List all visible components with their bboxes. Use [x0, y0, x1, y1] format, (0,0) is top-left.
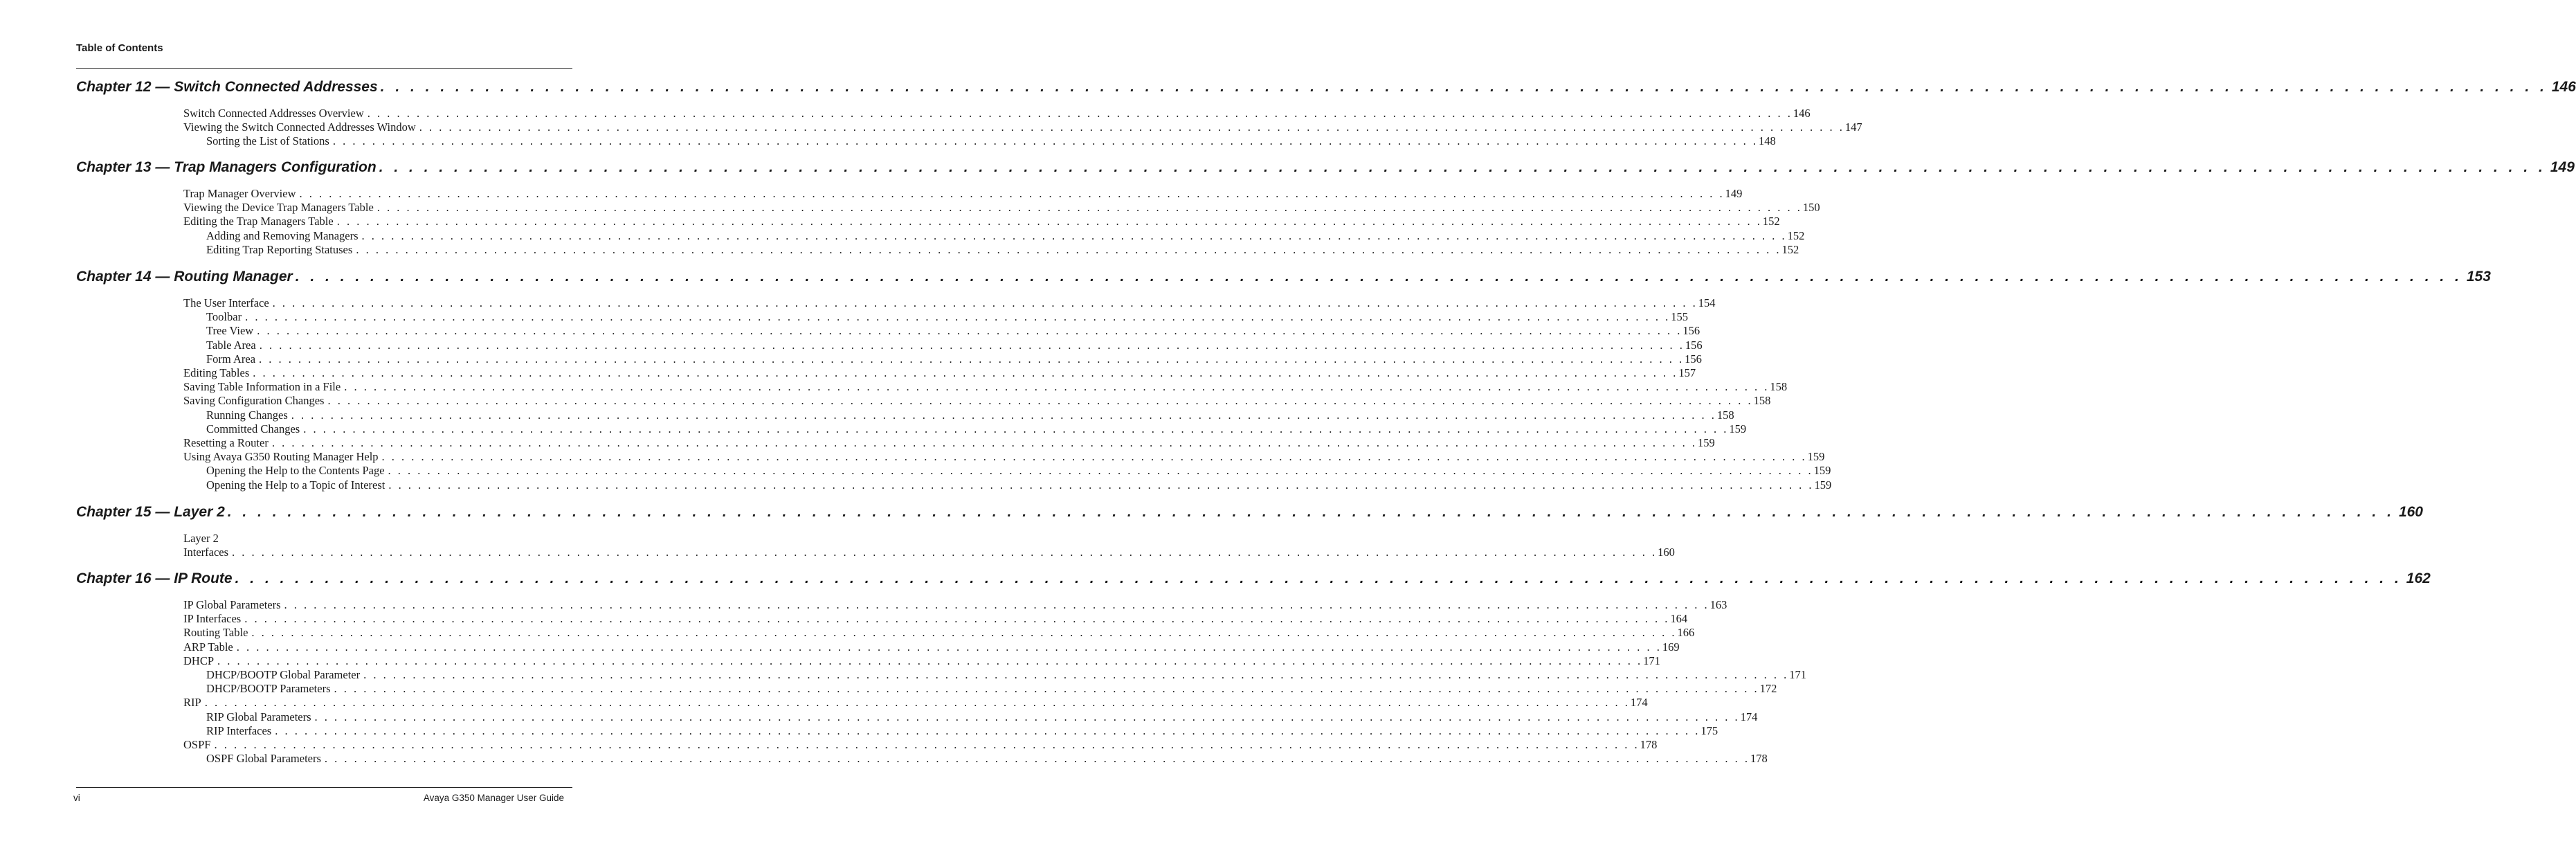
chapter-title: Chapter 12 — Switch Connected Addresses — [76, 79, 378, 95]
toc-entry-title: ARP Table — [183, 640, 233, 654]
toc-entry[interactable] — [183, 696, 1648, 710]
toc-entry-page-number: 158 — [1770, 380, 1788, 394]
footer-rule — [76, 787, 572, 788]
toc-entry-page-number: 171 — [1643, 654, 1660, 667]
toc-entry-title: Tree View — [206, 324, 254, 338]
toc-entry-page-number: 174 — [1740, 710, 1758, 723]
dot-leader: . . . . . . . . . . . . . . . . . . . . . . . . . . . . . . . . . . . . . . . . . . . . . . . . . . . . . . . . . . . . . . . . . . . . . . . . . . . . . . . . . . . . . . . . . . . . . . . . . . . . . . . . . . . . . . . . . . . . . . . . . . . . . . . . . . . . . . . . . . . . . . . . . — [356, 242, 1781, 256]
toc-entry-page-number: 148 — [1758, 134, 1776, 148]
toc-entry[interactable] — [206, 228, 1805, 243]
toc-entry-title: Using Avaya G350 Routing Manager Help — [183, 450, 379, 464]
dot-leader: . . . . . . . . . . . . . . . . . . . . . . . . . . . . . . . . . . . . . . . . . . . . . . . . . . . . . . . . . . . . . . . . . . . . . . . . . . . . . . . . . . . . . . . . . . . . . . . . . . . . . . . . . . . . . . . . . . . . . . . . . . . . . . . . . . . . . . . . . . . . . . . . . — [217, 654, 1643, 667]
toc-entry-page-number: 146 — [1793, 107, 1811, 120]
dot-leader: . . . . . . . . . . . . . . . . . . . . . . . . . . . . . . . . . . . . . . . . . . . . . . . . . . . . . . . . . . . . . . . . . . . . . . . . . . . . . . . . . . . . . . . . . . . . . . . . . . . . . . . . . . . . . . . . . . . . . . . . . . . . . . . . . . . . . . . . . . . . . . . . . — [271, 436, 1697, 449]
toc-entry-page-number: 156 — [1682, 324, 1700, 338]
chapter-heading[interactable] — [76, 79, 2576, 100]
toc-entry-page-number: 172 — [1759, 682, 1777, 696]
toc-entry-title: Viewing the Switch Connected Addresses Window — [183, 120, 416, 134]
chapter-heading[interactable] — [76, 504, 2423, 525]
toc-entry[interactable] — [183, 120, 1862, 134]
toc-entry[interactable] — [183, 532, 550, 546]
toc-entry-title: RIP Global Parameters — [206, 710, 311, 723]
toc-entry-page-number: 171 — [1789, 668, 1806, 681]
dot-leader: . . . . . . . . . . . . . . . . . . . . . . . . . . . . . . . . . . . . . . . . . . . . . . . . . . . . . . . . . . . . . . . . . . . . . . . . . . . . . . . . . . . . . . . . . . . . . . . . . . . . . . . . . . . . . . . . . . . . . . . . . . . . . . . . . . . . . . . . . . . . . . . . . — [236, 640, 1662, 654]
dot-leader: . . . . . . . . . . . . . . . . . . . . . . . . . . . . . . . . . . . . . . . . . . . . . . . . . . . . . . . . . . . . . . . . . . . . . . . . . . . . . . . . . . . . . . . . . . . . . . . . . . . . . . . . . . . . . . . . . . . . . . . . . . . . . . . . . . . . . . . . . . . . . . . . . — [361, 228, 1787, 242]
toc-entry-page-number: 159 — [1813, 464, 1831, 478]
toc-entry-title: DHCP/BOOTP Global Parameter — [206, 668, 361, 681]
dot-leader: . . . . . . . . . . . . . . . . . . . . . . . . . . . . . . . . . . . . . . . . . . . . . . . . . . . . . . . . . . . . . . . . . . . . . . . . . . . . . . . . . . . . . . . . . . . . . . . . . . . . . . . . . . . . . . . . . . . . . . . . . . . . . . . . . . . . . . . . . . . . . . . . . — [235, 570, 2402, 586]
toc-entry-title: Adding and Removing Managers — [206, 228, 359, 242]
toc-entry-page-number: 156 — [1685, 352, 1702, 366]
toc-entry[interactable] — [183, 450, 1825, 464]
toc-entry-title: Table Area — [206, 338, 256, 352]
toc-entry[interactable] — [183, 366, 1696, 380]
toc-entry-title: IP Interfaces — [183, 612, 242, 626]
toc-entry[interactable] — [206, 310, 1688, 324]
dot-leader: . . . . . . . . . . . . . . . . . . . . . . . . . . . . . . . . . . . . . . . . . . . . . . . . . . . . . . . . . . . . . . . . . . . . . . . . . . . . . . . . . . . . . . . . . . . . . . . . . . . . . . . . . . . . . . . . . . . . . . . . . . . . . . . . . . . . . . . . . . . . . . . . . — [367, 107, 1793, 120]
toc-entry-title: Editing the Trap Managers Table — [183, 215, 334, 228]
toc-entry-page-number: 169 — [1662, 640, 1680, 654]
dot-leader: . . . . . . . . . . . . . . . . . . . . . . . . . . . . . . . . . . . . . . . . . . . . . . . . . . . . . . . . . . . . . . . . . . . . . . . . . . . . . . . . . . . . . . . . . . . . . . . . . . . . . . . . . . . . . . . . . . . . . . . . . . . . . . . . . . . . . . . . . . . . . . . . . — [295, 269, 2462, 285]
chapter-page-number: 153 — [2466, 269, 2491, 285]
dot-leader: . . . . . . . . . . . . . . . . . . . . . . . . . . . . . . . . . . . . . . . . . . . . . . . . . . . . . . . . . . . . . . . . . . . . . . . . . . . . . . . . . . . . . . . . . . . . . . . . . . . . . . . . . . . . . . . . . . . . . . . . . . . . . . . . . . . . . . . . . . . . . . . . . — [388, 464, 1813, 478]
dot-leader: . . . . . . . . . . . . . . . . . . . . . . . . . . . . . . . . . . . . . . . . . . . . . . . . . . . . . . . . . . . . . . . . . . . . . . . . . . . . . . . . . . . . . . . . . . . . . . . . . . . . . . . . . . . . . . . . . . . . . . . . . . . . . . . . . . . . . . . . . . . . . . . . . — [245, 310, 1671, 324]
toc-entry-title: IP Global Parameters — [183, 598, 281, 611]
toc-entry-title: OSPF — [183, 738, 211, 751]
toc-entry-page-number: 160 — [1658, 546, 1675, 559]
toc-entry[interactable] — [206, 338, 1703, 352]
toc-entry[interactable] — [206, 478, 1832, 492]
toc-entry-page-number: 166 — [1677, 626, 1695, 640]
toc-entry-page-number: 159 — [1807, 450, 1825, 464]
toc-entry[interactable] — [183, 394, 1771, 408]
dot-leader: . . . . . . . . . . . . . . . . . . . . . . . . . . . . . . . . . . . . . . . . . . . . . . . . . . . . . . . . . . . . . . . . . . . . . . . . . . . . . . . . . . . . . . . . . . . . . . . . . . . . . . . . . . . . . . . . . . . . . . . . . . . . . . . . . . . . . . . . . . . . . . . . . — [204, 696, 1630, 710]
toc-entry-page-number: 159 — [1729, 422, 1747, 435]
chapter-page-number: 146 — [2551, 79, 2576, 95]
running-header: Table of Contents — [76, 42, 163, 54]
toc-entry-title: DHCP — [183, 654, 215, 667]
toc-entry[interactable] — [183, 546, 1675, 559]
toc-entry[interactable] — [206, 408, 1734, 422]
toc-entry-title: Saving Table Information in a File — [183, 380, 341, 394]
dot-leader: . . . . . . . . . . . . . . . . . . . . . . . . . . . . . . . . . . . . . . . . . . . . . . . . . . . . . . . . . . . . . . . . . . . . . . . . . . . . . . . . . . . . . . . . . . . . . . . . . . . . . . . . . . . . . . . . . . . . . . . . . . . . . . . . . . . . . . . . . . . . . . . . . — [272, 296, 1698, 309]
header-rule — [76, 68, 572, 69]
toc-entry[interactable] — [183, 380, 1788, 394]
toc-entry[interactable] — [183, 107, 1811, 120]
toc-entry-title: DHCP/BOOTP Parameters — [206, 682, 331, 696]
toc-entry-title: Running Changes — [206, 408, 288, 422]
toc-entry-page-number: 178 — [1640, 738, 1658, 751]
toc-entry-page-number: 178 — [1750, 752, 1768, 766]
toc-entry-page-number: 147 — [1844, 120, 1862, 134]
dot-leader: . . . . . . . . . . . . . . . . . . . . . . . . . . . . . . . . . . . . . . . . . . . . . . . . . . . . . . . . . . . . . . . . . . . . . . . . . . . . . . . . . . . . . . . . . . . . . . . . . . . . . . . . . . . . . . . . . . . . . . . . . . . . . . . . . . . . . . . . . . . . . . . . . — [251, 626, 1677, 640]
dot-leader: . . . . . . . . . . . . . . . . . . . . . . . . . . . . . . . . . . . . . . . . . . . . . . . . . . . . . . . . . . . . . . . . . . . . . . . . . . . . . . . . . . . . . . . . . . . . . . . . . . . . . . . . . . . . . . . . . . . . . . . . . . . . . . . . . . . . . . . . . . . . . . . . . — [257, 324, 1682, 338]
chapter-heading[interactable] — [76, 269, 2491, 289]
toc-entry[interactable] — [206, 723, 1718, 738]
toc-entry-title: Sorting the List of Stations — [206, 134, 329, 148]
dot-leader: . . . . . . . . . . . . . . . . . . . . . . . . . . . . . . . . . . . . . . . . . . . . . . . . . . . . . . . . . . . . . . . . . . . . . . . . . . . . . . . . . . . . . . . . . . . . . . . . . . . . . . . . . . . . . . . . . . . . . . . . . . . . . . . . . . . . . . . . . . . . . . . . . — [303, 422, 1729, 435]
toc-entry[interactable] — [183, 436, 1715, 450]
dot-leader: . . . . . . . . . . . . . . . . . . . . . . . . . . . . . . . . . . . . . . . . . . . . . . . . . . . . . . . . . . . . . . . . . . . . . . . . . . . . . . . . . . . . . . . . . . . . . . . . . . . . . . . . . . . . . . . . . . . . . . . . . . . . . . . . . . . . . . . . . . . . . . . . . — [227, 504, 2395, 520]
toc-entry-page-number: 159 — [1697, 436, 1715, 449]
chapter-page-number: 160 — [2398, 504, 2423, 520]
footer-document-title: Avaya G350 Manager User Guide — [423, 793, 564, 803]
toc-entry[interactable] — [206, 752, 1768, 766]
dot-leader: . . . . . . . . . . . . . . . . . . . . . . . . . . . . . . . . . . . . . . . . . . . . . . . . . . . . . . . . . . . . . . . . . . . . . . . . . . . . . . . . . . . . . . . . . . . . . . . . . . . . . . . . . . . . . . . . . . . . . . . . . . . . . . . . . . . . . . . . . . . . . . . . . — [388, 478, 1814, 492]
toc-entry-page-number: 163 — [1709, 598, 1727, 611]
toc-entry[interactable] — [183, 654, 1660, 668]
toc-entry-title: Opening the Help to the Contents Page — [206, 464, 385, 478]
toc-entry-page-number: 152 — [1787, 228, 1805, 242]
dot-leader: . . . . . . . . . . . . . . . . . . . . . . . . . . . . . . . . . . . . . . . . . . . . . . . . . . . . . . . . . . . . . . . . . . . . . . . . . . . . . . . . . . . . . . . . . . . . . . . . . . . . . . . . . . . . . . . . . . . . . . . . . . . . . . . . . . . . . . . . . . . . . . . . . — [334, 682, 1759, 696]
toc-entry[interactable] — [206, 242, 1799, 257]
dot-leader: . . . . . . . . . . . . . . . . . . . . . . . . . . . . . . . . . . . . . . . . . . . . . . . . . . . . . . . . . . . . . . . . . . . . . . . . . . . . . . . . . . . . . . . . . . . . . . . . . . . . . . . . . . . . . . . . . . . . . . . . . . . . . . . . . . . . . . . . . . . . . . . . . — [253, 366, 1678, 379]
dot-leader: . . . . . . . . . . . . . . . . . . . . . . . . . . . . . . . . . . . . . . . . . . . . . . . . . . . . . . . . . . . . . . . . . . . . . . . . . . . . . . . . . . . . . . . . . . . . . . . . . . . . . . . . . . . . . . . . . . . . . . . . . . . . . . . . . . . . . . . . . . . . . . . . . — [244, 612, 1670, 626]
toc-entry-title: Form Area — [206, 352, 256, 366]
toc-entry[interactable] — [206, 352, 1702, 366]
toc-entry-page-number: 149 — [1725, 187, 1743, 200]
toc-entry-title: Committed Changes — [206, 422, 300, 435]
toc-entry[interactable] — [183, 215, 1780, 228]
toc-entry-title: Editing Tables — [183, 366, 250, 379]
toc-entry-title: Switch Connected Addresses Overview — [183, 107, 364, 120]
toc-entry[interactable] — [206, 710, 1758, 724]
toc-entry[interactable] — [206, 464, 1831, 478]
toc-entry-title: RIP Interfaces — [206, 723, 272, 737]
chapter-title: Chapter 13 — Trap Managers Configuration — [76, 159, 377, 175]
dot-leader: . . . . . . . . . . . . . . . . . . . . . . . . . . . . . . . . . . . . . . . . . . . . . . . . . . . . . . . . . . . . . . . . . . . . . . . . . . . . . . . . . . . . . . . . . . . . . . . . . . . . . . . . . . . . . . . . . . . . . . . . . . . . . . . . . . . . . . . . . . . . . . . . . — [336, 215, 1762, 228]
toc-entry-page-number: 164 — [1670, 612, 1688, 626]
toc-entry-title: RIP — [183, 696, 201, 710]
toc-entry[interactable] — [206, 422, 1747, 436]
dot-leader: . . . . . . . . . . . . . . . . . . . . . . . . . . . . . . . . . . . . . . . . . . . . . . . . . . . . . . . . . . . . . . . . . . . . . . . . . . . . . . . . . . . . . . . . . . . . . . . . . . . . . . . . . . . . . . . . . . . . . . . . . . . . . . . . . . . . . . . . . . . . . . . . . — [344, 380, 1770, 394]
toc-entry-page-number: 150 — [1802, 201, 1820, 215]
toc-entry[interactable] — [183, 201, 1820, 215]
chapter-title: Chapter 15 — Layer 2 — [76, 504, 225, 520]
toc-entry-page-number: 174 — [1630, 696, 1648, 710]
toc-entry-title: OSPF Global Parameters — [206, 752, 321, 766]
toc-entry[interactable] — [183, 640, 1680, 654]
toc-entry-page-number: 175 — [1700, 723, 1718, 737]
toc-entry[interactable] — [183, 626, 1695, 640]
toc-entry-title: The User Interface — [183, 296, 269, 309]
dot-leader: . . . . . . . . . . . . . . . . . . . . . . . . . . . . . . . . . . . . . . . . . . . . . . . . . . . . . . . . . . . . . . . . . . . . . . . . . . . . . . . . . . . . . . . . . . . . . . . . . . . . . . . . . . . . . . . . . . . . . . . . . . . . . . . . . . . . . . . . . . . . . . . . . — [327, 394, 1753, 408]
toc-entry-page-number: 158 — [1716, 408, 1734, 422]
toc-entry-page-number: 157 — [1678, 366, 1696, 379]
toc-entry-page-number: 159 — [1814, 478, 1832, 492]
toc-entry[interactable] — [183, 598, 1727, 612]
dot-leader: . . . . . . . . . . . . . . . . . . . . . . . . . . . . . . . . . . . . . . . . . . . . . . . . . . . . . . . . . . . . . . . . . . . . . . . . . . . . . . . . . . . . . . . . . . . . . . . . . . . . . . . . . . . . . . . . . . . . . . . . . . . . . . . . . . . . . . . . . . . . . . . . . — [214, 738, 1640, 751]
chapter-page-number: 162 — [2406, 570, 2431, 586]
toc-entry-title: Layer 2 — [183, 532, 219, 545]
toc-entry-page-number: 155 — [1671, 310, 1688, 324]
dot-leader: . . . . . . . . . . . . . . . . . . . . . . . . . . . . . . . . . . . . . . . . . . . . . . . . . . . . . . . . . . . . . . . . . . . . . . . . . . . . . . . . . . . . . . . . . . . . . . . . . . . . . . . . . . . . . . . . . . . . . . . . . . . . . . . . . . . . . . . . . . . . . . . . . — [259, 352, 1685, 366]
toc-entry-title: Viewing the Device Trap Managers Table — [183, 201, 374, 215]
toc-entry-title: Interfaces — [183, 546, 229, 559]
toc-entry-title: Trap Manager Overview — [183, 187, 296, 200]
dot-leader: . . . . . . . . . . . . . . . . . . . . . . . . . . . . . . . . . . . . . . . . . . . . . . . . . . . . . . . . . . . . . . . . . . . . . . . . . . . . . . . . . . . . . . . . . . . . . . . . . . . . . . . . . . . . . . . . . . . . . . . . . . . . . . . . . . . . . . . . . . . . . . . . . — [284, 598, 1709, 611]
dot-leader: . . . . . . . . . . . . . . . . . . . . . . . . . . . . . . . . . . . . . . . . . . . . . . . . . . . . . . . . . . . . . . . . . . . . . . . . . . . . . . . . . . . . . . . . . . . . . . . . . . . . . . . . . . . . . . . . . . . . . . . . . . . . . . . . . . . . . . . . . . . . . . . . . — [259, 338, 1685, 352]
toc-entry-title: Routing Table — [183, 626, 248, 640]
toc-entry-page-number: 158 — [1753, 394, 1771, 408]
toc-entry-page-number: 152 — [1781, 242, 1799, 256]
toc-entry-title: Opening the Help to a Topic of Interest — [206, 478, 386, 492]
chapter-title: Chapter 14 — Routing Manager — [76, 269, 293, 285]
toc-entry-page-number: 154 — [1698, 296, 1716, 309]
toc-entry[interactable] — [183, 612, 1688, 626]
toc-entry[interactable] — [183, 738, 1658, 752]
toc-entry-page-number: 152 — [1762, 215, 1780, 228]
dot-leader: . . . . . . . . . . . . . . . . . . . . . . . . . . . . . . . . . . . . . . . . . . . . . . . . . . . . . . . . . . . . . . . . . . . . . . . . . . . . . . . . . . . . . . . . . . . . . . . . . . . . . . . . . . . . . . . . . . . . . . . . . . . . . . . . . . . . . . . . . . . . . . . . . — [275, 723, 1700, 737]
chapter-title: Chapter 16 — IP Route — [76, 570, 233, 586]
toc-entry-title: Editing Trap Reporting Statuses — [206, 242, 353, 256]
footer-page-number: vi — [73, 793, 80, 803]
chapter-page-number: 149 — [2550, 159, 2575, 175]
toc-entry[interactable] — [206, 324, 1700, 338]
toc-entry-title: Toolbar — [206, 310, 242, 324]
toc-entry[interactable] — [206, 134, 1776, 148]
dot-leader: . . . . . . . . . . . . . . . . . . . . . . . . . . . . . . . . . . . . . . . . . . . . . . . . . . . . . . . . . . . . . . . . . . . . . . . . . . . . . . . . . . . . . . . . . . . . . . . . . . . . . . . . . . . . . . . . . . . . . . . . . . . . . . . . . . . . . . . . . . . . . . . . . — [379, 159, 2546, 175]
dot-leader: . . . . . . . . . . . . . . . . . . . . . . . . . . . . . . . . . . . . . . . . . . . . . . . . . . . . . . . . . . . . . . . . . . . . . . . . . . . . . . . . . . . . . . . . . . . . . . . . . . . . . . . . . . . . . . . . . . . . . . . . . . . . . . . . . . . . . . . . . . . . . . . . . — [380, 79, 2548, 95]
toc-entry[interactable] — [183, 296, 1716, 310]
toc-entry[interactable] — [206, 682, 1777, 696]
toc-entry[interactable] — [183, 187, 1743, 201]
dot-leader: . . . . . . . . . . . . . . . . . . . . . . . . . . . . . . . . . . . . . . . . . . . . . . . . . . . . . . . . . . . . . . . . . . . . . . . . . . . . . . . . . . . . . . . . . . . . . . . . . . . . . . . . . . . . . . . . . . . . . . . . . . . . . . . . . . . . . . . . . . . . . . . . . — [314, 710, 1740, 723]
toc-entry-title: Saving Configuration Changes — [183, 394, 325, 408]
toc-entry-page-number: 156 — [1685, 338, 1703, 352]
dot-leader: . . . . . . . . . . . . . . . . . . . . . . . . . . . . . . . . . . . . . . . . . . . . . . . . . . . . . . . . . . . . . . . . . . . . . . . . . . . . . . . . . . . . . . . . . . . . . . . . . . . . . . . . . . . . . . . . . . . . . . . . . . . . . . . . . . . . . . . . . . . . . . . . . — [291, 408, 1716, 422]
dot-leader: . . . . . . . . . . . . . . . . . . . . . . . . . . . . . . . . . . . . . . . . . . . . . . . . . . . . . . . . . . . . . . . . . . . . . . . . . . . . . . . . . . . . . . . . . . . . . . . . . . . . . . . . . . . . . . . . . . . . . . . . . . . . . . . . . . . . . . . . . . . . . . . . . — [419, 120, 1844, 134]
toc-entry-title: Resetting a Router — [183, 436, 269, 449]
dot-leader: . . . . . . . . . . . . . . . . . . . . . . . . . . . . . . . . . . . . . . . . . . . . . . . . . . . . . . . . . . . . . . . . . . . . . . . . . . . . . . . . . . . . . . . . . . . . . . . . . . . . . . . . . . . . . . . . . . . . . . . . . . . . . . . . . . . . . . . . . . . . . . . . . — [299, 187, 1725, 200]
dot-leader: . . . . . . . . . . . . . . . . . . . . . . . . . . . . . . . . . . . . . . . . . . . . . . . . . . . . . . . . . . . . . . . . . . . . . . . . . . . . . . . . . . . . . . . . . . . . . . . . . . . . . . . . . . . . . . . . . . . . . . . . . . . . . . . . . . . . . . . . . . . . . . . . . — [324, 752, 1750, 766]
dot-leader: . . . . . . . . . . . . . . . . . . . . . . . . . . . . . . . . . . . . . . . . . . . . . . . . . . . . . . . . . . . . . . . . . . . . . . . . . . . . . . . . . . . . . . . . . . . . . . . . . . . . . . . . . . . . . . . . . . . . . . . . . . . . . . . . . . . . . . . . . . . . . . . . . — [381, 450, 1807, 464]
chapter-heading[interactable] — [76, 159, 2575, 180]
dot-leader: . . . . . . . . . . . . . . . . . . . . . . . . . . . . . . . . . . . . . . . . . . . . . . . . . . . . . . . . . . . . . . . . . . . . . . . . . . . . . . . . . . . . . . . . . . . . . . . . . . . . . . . . . . . . . . . . . . . . . . . . . . . . . . . . . . . . . . . . . . . . . . . . . — [232, 546, 1658, 559]
dot-leader: . . . . . . . . . . . . . . . . . . . . . . . . . . . . . . . . . . . . . . . . . . . . . . . . . . . . . . . . . . . . . . . . . . . . . . . . . . . . . . . . . . . . . . . . . . . . . . . . . . . . . . . . . . . . . . . . . . . . . . . . . . . . . . . . . . . . . . . . . . . . . . . . . — [363, 668, 1789, 681]
toc-entry[interactable] — [206, 668, 1806, 682]
dot-leader: . . . . . . . . . . . . . . . . . . . . . . . . . . . . . . . . . . . . . . . . . . . . . . . . . . . . . . . . . . . . . . . . . . . . . . . . . . . . . . . . . . . . . . . . . . . . . . . . . . . . . . . . . . . . . . . . . . . . . . . . . . . . . . . . . . . . . . . . . . . . . . . . . — [377, 201, 1802, 215]
dot-leader: . . . . . . . . . . . . . . . . . . . . . . . . . . . . . . . . . . . . . . . . . . . . . . . . . . . . . . . . . . . . . . . . . . . . . . . . . . . . . . . . . . . . . . . . . . . . . . . . . . . . . . . . . . . . . . . . . . . . . . . . . . . . . . . . . . . . . . . . . . . . . . . . . — [332, 134, 1758, 148]
chapter-heading[interactable] — [76, 570, 2431, 591]
